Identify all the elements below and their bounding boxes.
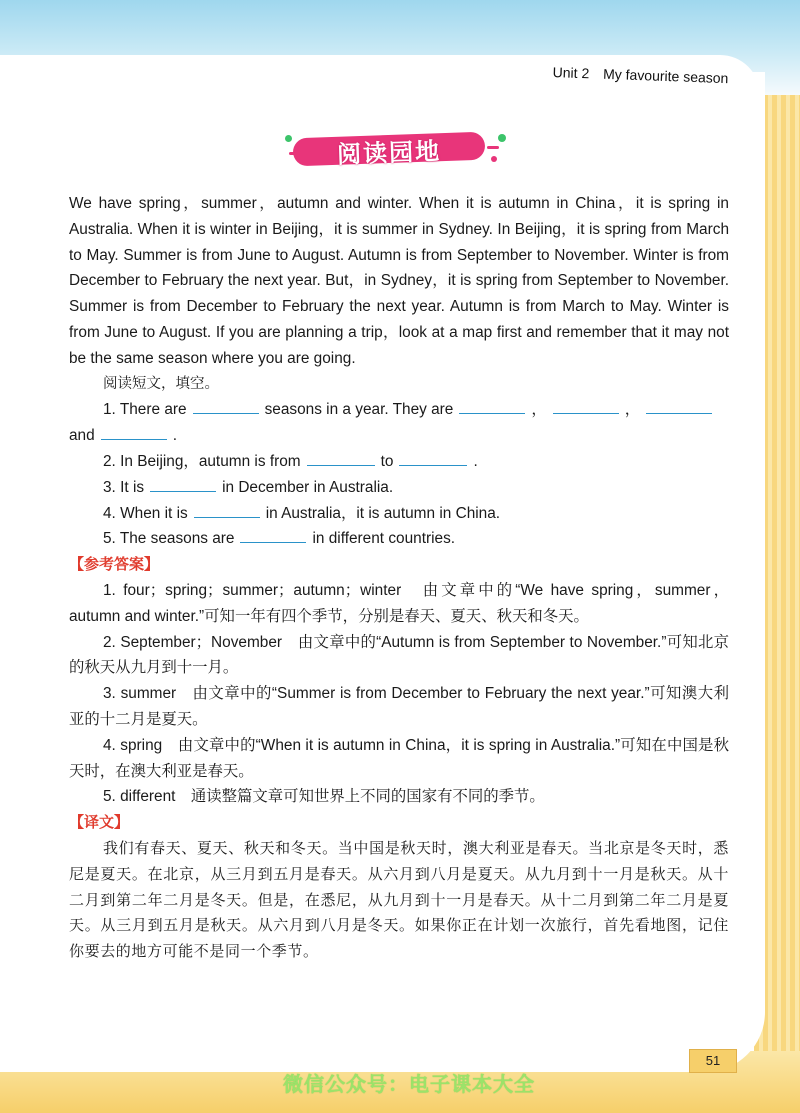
answer-item: 2. September；November 由文章中的“Autumn is from September to November.”可知北京的秋天从九月到十一月。 bbox=[69, 633, 729, 677]
answer-blank bbox=[150, 477, 216, 492]
decor-dot-icon bbox=[498, 134, 506, 142]
page-number: 51 bbox=[689, 1049, 737, 1073]
reading-passage: We have spring，summer，autumn and winter. When it is autumn in China，it is spring in Australia. When it is winter in Beijing，it is summer in Sydney. In Beijing，it is spring from March to May. Summer is from June to August. Autumn is from September to November. Winter is from December to February the next year. But，in Sydney，it is spring from September to November. Summer is from December to February the next year. Autumn is from March to May. Winter is from June to August. If you are planning a trip，look at a map first and remember that it may not be the same season where you are going. bbox=[69, 195, 729, 367]
answer-blank bbox=[101, 425, 167, 440]
instruction: 阅读短文，填空。 bbox=[103, 375, 219, 392]
section-title: 阅读园地 bbox=[336, 138, 442, 169]
section-title-badge bbox=[283, 128, 513, 168]
answer-blank bbox=[194, 503, 260, 518]
answer-blank bbox=[399, 451, 467, 466]
answer-blank bbox=[240, 528, 306, 543]
answer-blank bbox=[193, 399, 259, 414]
question-5: 5. The seasons are in different countries. bbox=[103, 530, 456, 548]
answer-blank bbox=[307, 451, 375, 466]
decor-dot-icon bbox=[491, 156, 497, 162]
watermark: 微信公众号：电子课本大全 bbox=[283, 1074, 535, 1096]
answer-item: 1. four；spring；summer；autumn；winter 由文章中的“We have spring，summer，autumn and winter.”可知一年有四个季节，分别是春天、夏天、秋天和冬天。 bbox=[69, 581, 729, 625]
question-1: 1. There are seasons in a year. They are ， ， bbox=[69, 397, 729, 423]
unit-title: My favourite season bbox=[602, 65, 729, 87]
unit-label: Unit 2 bbox=[552, 64, 590, 82]
question-3: 3. It is in December in Australia. bbox=[103, 478, 394, 496]
translation-text: 我们有春天、夏天、秋天和冬天。当中国是秋天时，澳大利亚是春天。当北京是冬天时，悉尼是夏天。在北京，从三月到五月是春天。从六月到八月是夏天。从九月到十一月是秋天。从十二月到第二年二月是冬天。但是，在悉尼，从九月到十一月是春天。从十二月到第二年二月是夏天。从三月到五月是秋天。从六月到八月是冬天。如果你正在计划一次旅行，首先看地图，记住你要去的地方可能不是同一个季节。 bbox=[69, 838, 729, 961]
answer-item: 4. spring 由文章中的“When it is autumn in China，it is spring in Australia.”可知在中国是秋天时，在澳大利亚是春天。 bbox=[69, 736, 729, 780]
question-1-cont: and . bbox=[69, 427, 177, 445]
question-2: 2. In Beijing，autumn is from to . bbox=[103, 452, 478, 470]
question-4: 4. When it is in Australia，it is autumn in China. bbox=[103, 504, 501, 522]
answers-label: 【参考答案】 bbox=[69, 556, 160, 574]
answer-item: 5. different 通读整篇文章可知世界上不同的国家有不同的季节。 bbox=[103, 788, 545, 806]
decor-dot-icon bbox=[285, 135, 292, 142]
answer-item: 3. summer 由文章中的“Summer is from December to February the next year.”可知澳大利亚的十二月是夏天。 bbox=[69, 685, 729, 728]
answer-blank bbox=[459, 399, 525, 414]
answer-blank bbox=[553, 399, 619, 414]
answer-blank bbox=[646, 399, 712, 414]
translation-label: 【译文】 bbox=[69, 814, 130, 832]
content-area bbox=[69, 191, 729, 965]
decor-dash-icon bbox=[487, 146, 499, 149]
